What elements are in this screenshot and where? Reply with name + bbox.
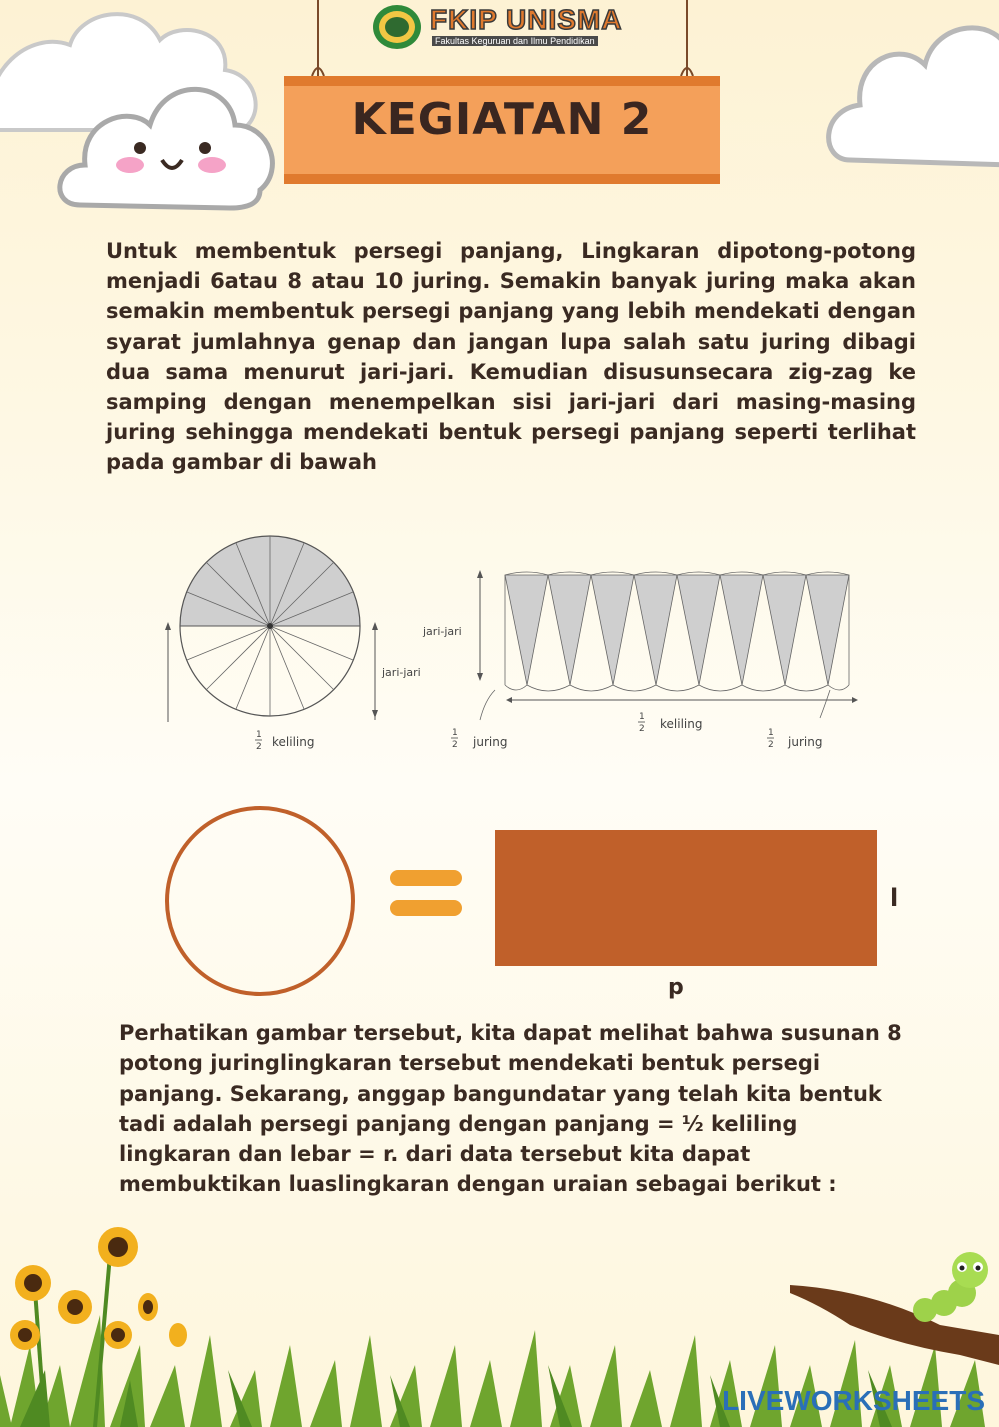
- watermark-text: LIVEWORKSHEETS: [722, 1385, 985, 1416]
- left-fraction-den: 2: [452, 740, 458, 750]
- university-emblem-icon: [372, 4, 422, 50]
- equals-bar-top: [390, 870, 462, 886]
- intro-paragraph: Untuk membentuk persegi panjang, Lingkaran dipotong-potong menjadi 6atau 8 atau 10 juring. Semakin banyak juring maka akan semakin membentuk persegi panjang yang lebih mendekati dengan syarat jumlahnya genap dan jangan lupa salah satu juring dibagi dua sama menurut jari-jari. Kemudian disusunsecara zig-zag ke samping dengan menempelkan sisi jari-jari dari masing-masing juring sehingga mendekati bentuk persegi panjang seperti terlihat pada gambar di bawah: [106, 239, 916, 475]
- right-fraction-den: 2: [768, 740, 774, 750]
- sectored-circle: [165, 536, 378, 722]
- liveworksheets-watermark: [722, 1385, 985, 1417]
- equals-bar-bottom: [390, 900, 462, 916]
- cloud-eye-left-icon: [134, 142, 146, 154]
- title-banner: [284, 76, 720, 184]
- circle-fraction-den: 2: [256, 742, 262, 752]
- left-fraction-num: 1: [452, 728, 458, 738]
- cloud-face-decoration: [0, 0, 290, 220]
- page-title: KEGIATAN 2: [351, 94, 653, 145]
- rectangle-length-label: p: [668, 975, 684, 1000]
- rect-left-juring-label: juring: [473, 735, 508, 749]
- middle-fraction-num: 1: [639, 712, 645, 722]
- circle-equals-rectangle: [160, 800, 920, 1000]
- logo-title: FKIP UNISMA: [430, 4, 623, 35]
- circle-perimeter-label: keliling: [272, 735, 315, 749]
- closing-paragraph: Perhatikan gambar tersebut, kita dapat melihat bahwa susunan 8 potong juringlingkaran tersebut mendekati bentuk persegi panjang. Sekarang, anggap bangundatar yang telah kita bentuk tadi adalah persegi panjang dengan panjang = ½ keliling lingkaran dan lebar = r. dari data tersebut kita dapat membuktikan luaslingkaran dengan uraian sebagai berikut :: [119, 1021, 902, 1197]
- faculty-logo: [372, 4, 632, 50]
- middle-fraction-den: 2: [639, 724, 645, 734]
- rearranged-sectors: [505, 572, 849, 691]
- caterpillar-icon: [913, 1252, 988, 1322]
- rect-perimeter-label: keliling: [660, 717, 703, 731]
- rectangle-width-label: l: [890, 884, 899, 912]
- circle-radius-label: jari-jari: [382, 666, 421, 679]
- rect-radius-label: jari-jari: [423, 625, 462, 638]
- logo-subtitle: Fakultas Keguruan dan Ilmu Pendidikan: [432, 36, 598, 46]
- cloud-eye-right-icon: [199, 142, 211, 154]
- right-fraction-num: 1: [768, 728, 774, 738]
- orange-rectangle: [495, 830, 877, 966]
- cloud-right-decoration: [820, 0, 999, 180]
- circle-fraction-num: 1: [256, 730, 262, 740]
- outline-circle: [167, 808, 353, 994]
- sector-rearrangement-diagram: [160, 530, 880, 765]
- rect-right-juring-label: juring: [788, 735, 823, 749]
